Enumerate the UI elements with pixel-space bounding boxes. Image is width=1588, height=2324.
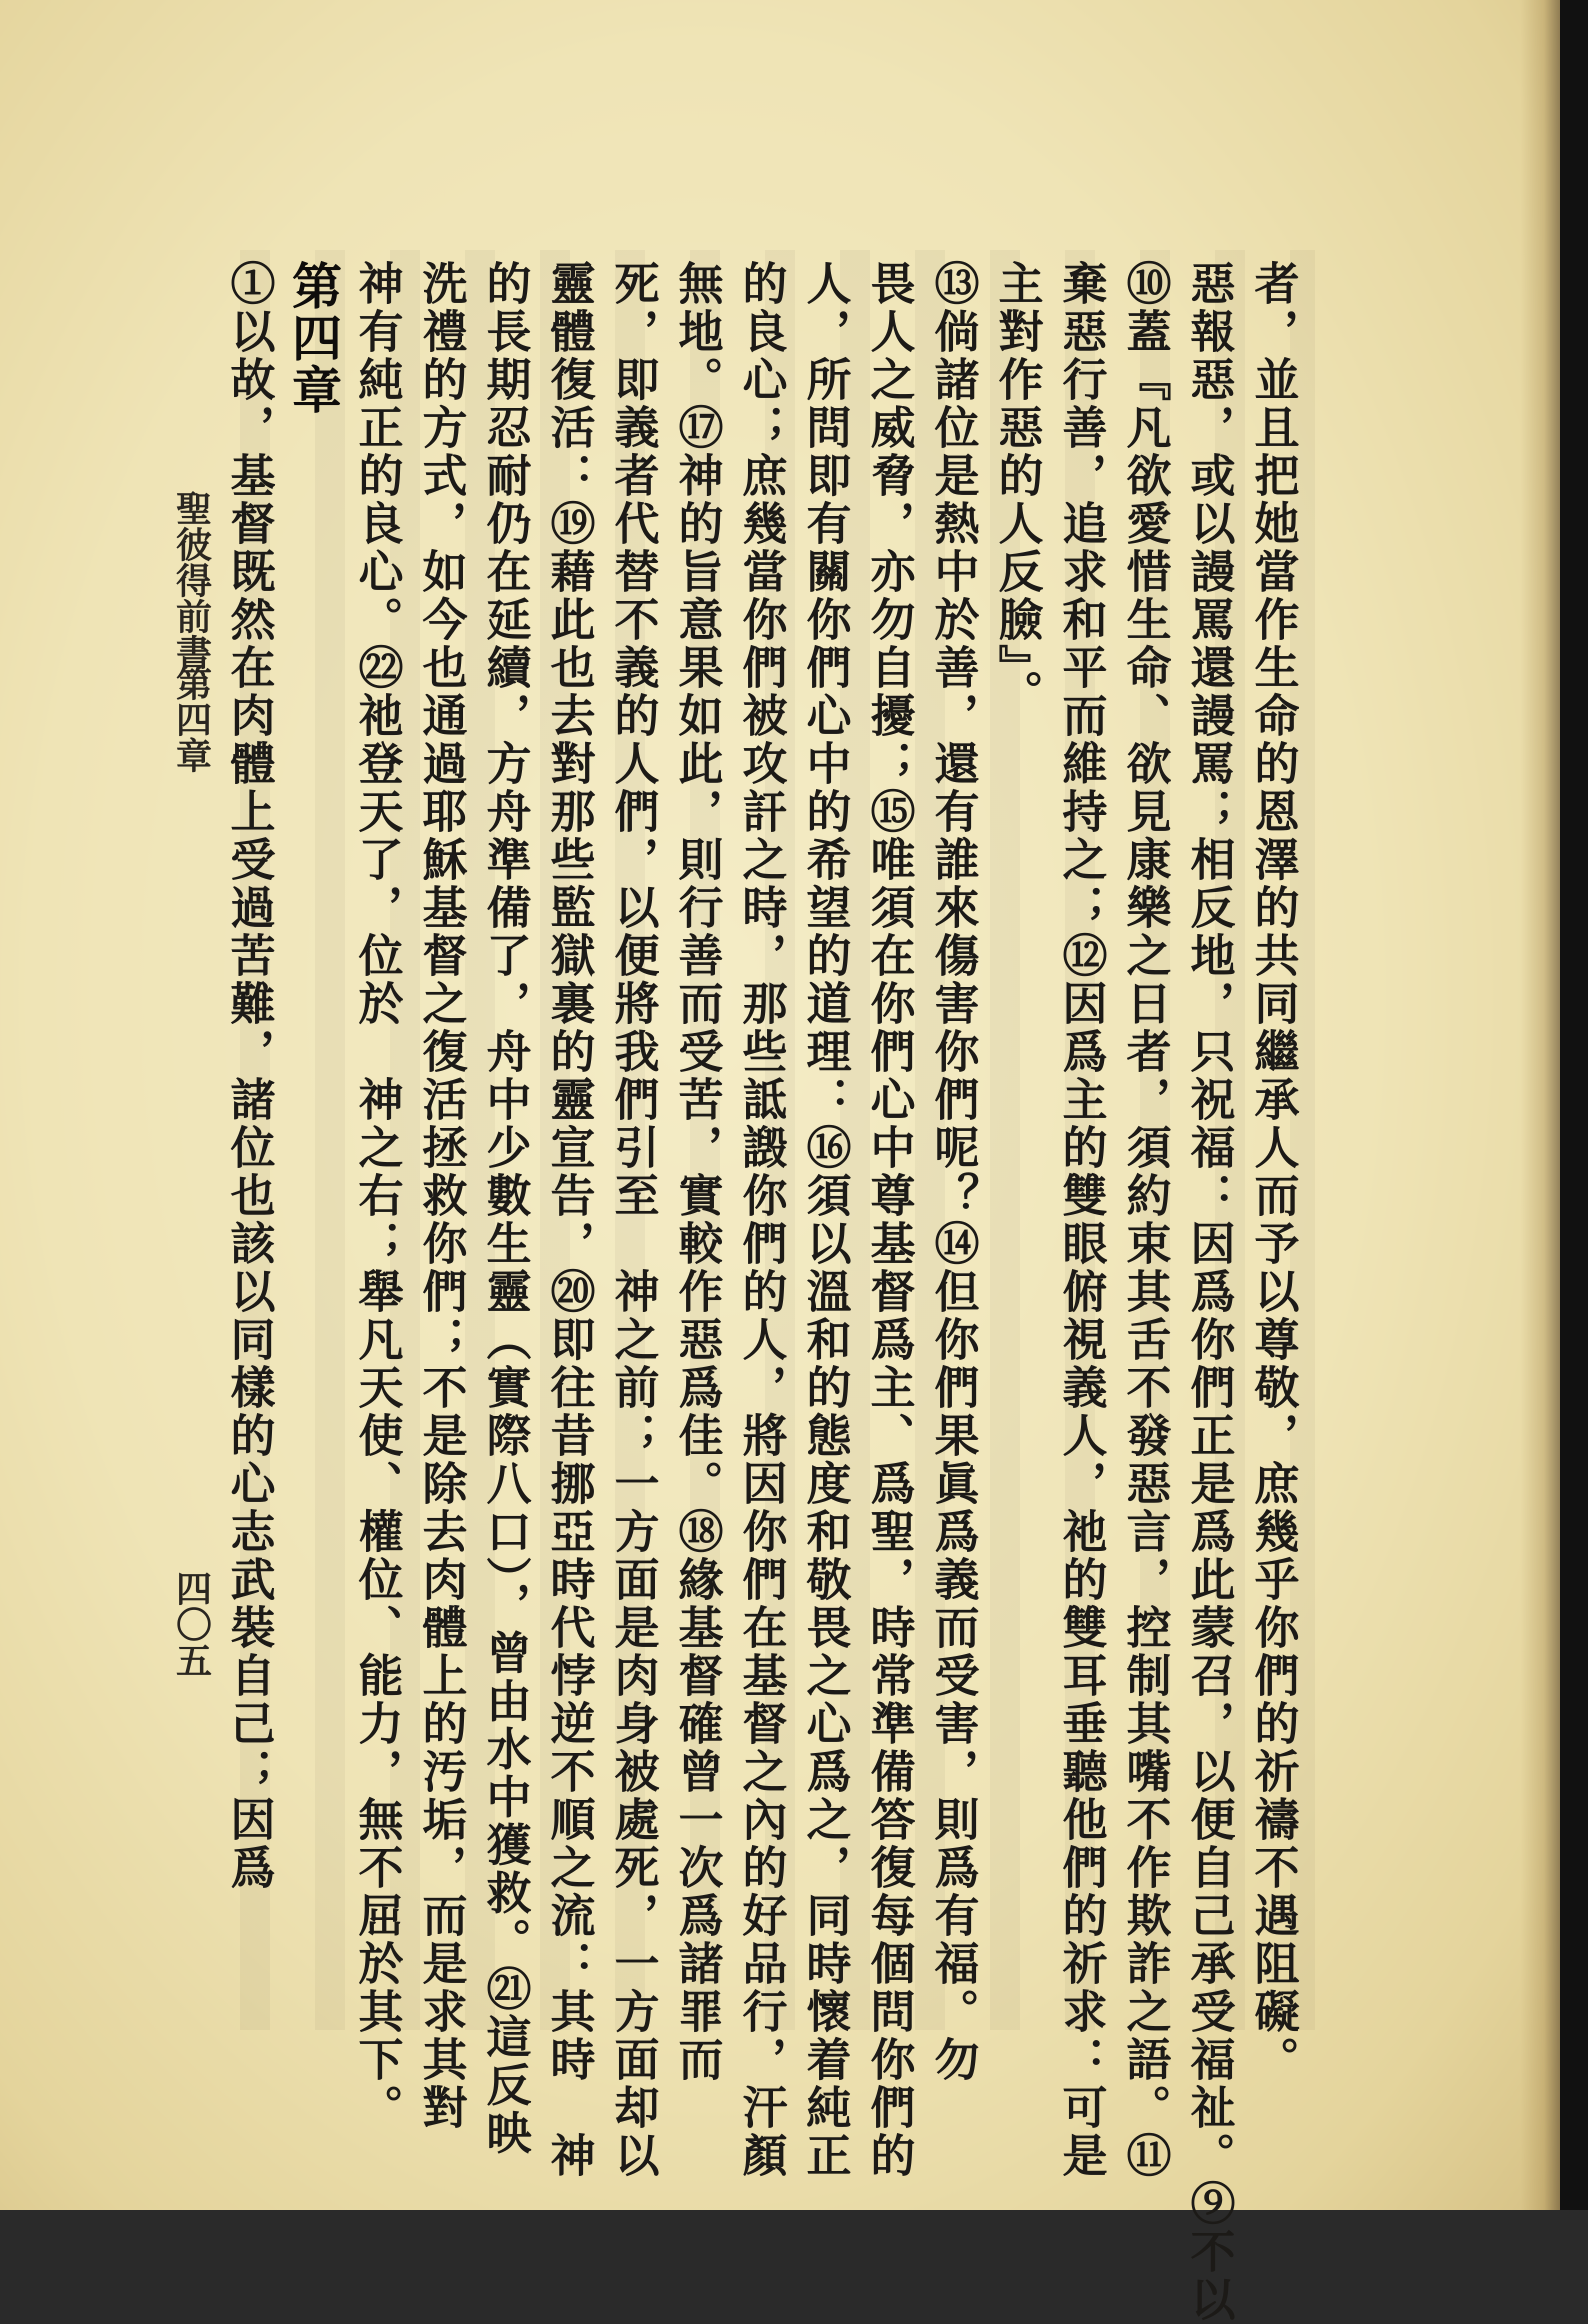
chapter-first-line: ①以故，基督既然在肉體上受過苦難，諸位也該以同樣的心志武裝自己；因爲 bbox=[222, 260, 276, 1892]
text-column: 神有純正的良心。㉒祂登天了，位於 神之右；舉凡天使、權位、能力，無不屈於其下。 bbox=[350, 260, 404, 2132]
text-column: 的長期忍耐仍在延續，方舟準備了，舟中少數生靈（實際八口），曾由水中獲救。㉑這反映 bbox=[478, 260, 532, 2158]
text-column: 洗禮的方式，如今也通過耶穌基督之復活拯救你們；不是除去肉體上的汚垢，而是求其對 bbox=[414, 260, 468, 2132]
text-column: 者，並且把她當作生命的恩澤的共同繼承人而予以尊敬，庶幾乎你們的祈禱不遇阻礙。 bbox=[1246, 260, 1300, 2084]
text-column: 死，即義者代替不義的人們，以便將我們引至 神之前；一方面是肉身被處死，一方面却以 bbox=[606, 260, 660, 2180]
chapter-start-column bbox=[217, 260, 345, 2030]
text-column: 靈體復活：⑲藉此也去對那些監獄裏的靈宣告，⑳即往昔挪亞時代悖逆不順之流：其時 神 bbox=[542, 260, 596, 2180]
text-column: 畏人之威脅，亦勿自擾；⑮唯須在你們心中尊基督爲主、爲聖，時常準備答復每個問你們的 bbox=[862, 260, 916, 2180]
text-column: 人，所問即有關你們心中的希望的道理：⑯須以溫和的態度和敬畏之心爲之，同時懷着純正 bbox=[798, 260, 852, 2180]
text-column: 惡報惡，或以謾罵還謾罵；相反地，只祝福：因爲你們正是爲此蒙召，以便自己承受福祉。⑨不以 bbox=[1182, 260, 1236, 2324]
text-column: 的良心；庶幾當你們被攻訐之時，那些詆譭你們的人，將因你們在基督之內的好品行，汗顏 bbox=[734, 260, 788, 2180]
text-column: 棄惡行善，追求和平而維持之；⑫因爲主的雙眼俯視義人，祂的雙耳垂聽他們的祈求：可是 bbox=[1054, 260, 1108, 2180]
text-column: 主對作惡的人反臉』。 bbox=[990, 260, 1044, 718]
text-column: ⑩蓋『凡欲愛惜生命、欲見康樂之日者，須約束其舌不發惡言，控制其嘴不作欺詐之語。⑪ bbox=[1118, 260, 1172, 2180]
page-binding-edge bbox=[1520, 0, 1560, 2210]
footer-chapter-label: 第四章 bbox=[170, 665, 212, 773]
chapter-heading: 第四章 bbox=[284, 260, 342, 416]
running-footer bbox=[165, 490, 210, 2040]
text-column: ⑬倘諸位是熱中於善，還有誰來傷害你們呢？⑭但你們果眞爲義而受害，則爲有福。勿 bbox=[926, 260, 980, 2084]
footer-book-title: 聖彼得前書 bbox=[170, 490, 212, 670]
text-column: 無地。⑰神的旨意果如此，則行善而受苦，實較作惡爲佳。⑱緣基督確曾一次爲諸罪而 bbox=[670, 260, 724, 2084]
vertical-text-block bbox=[222, 260, 1305, 2324]
page-number: 四〇五 bbox=[170, 1570, 212, 1678]
